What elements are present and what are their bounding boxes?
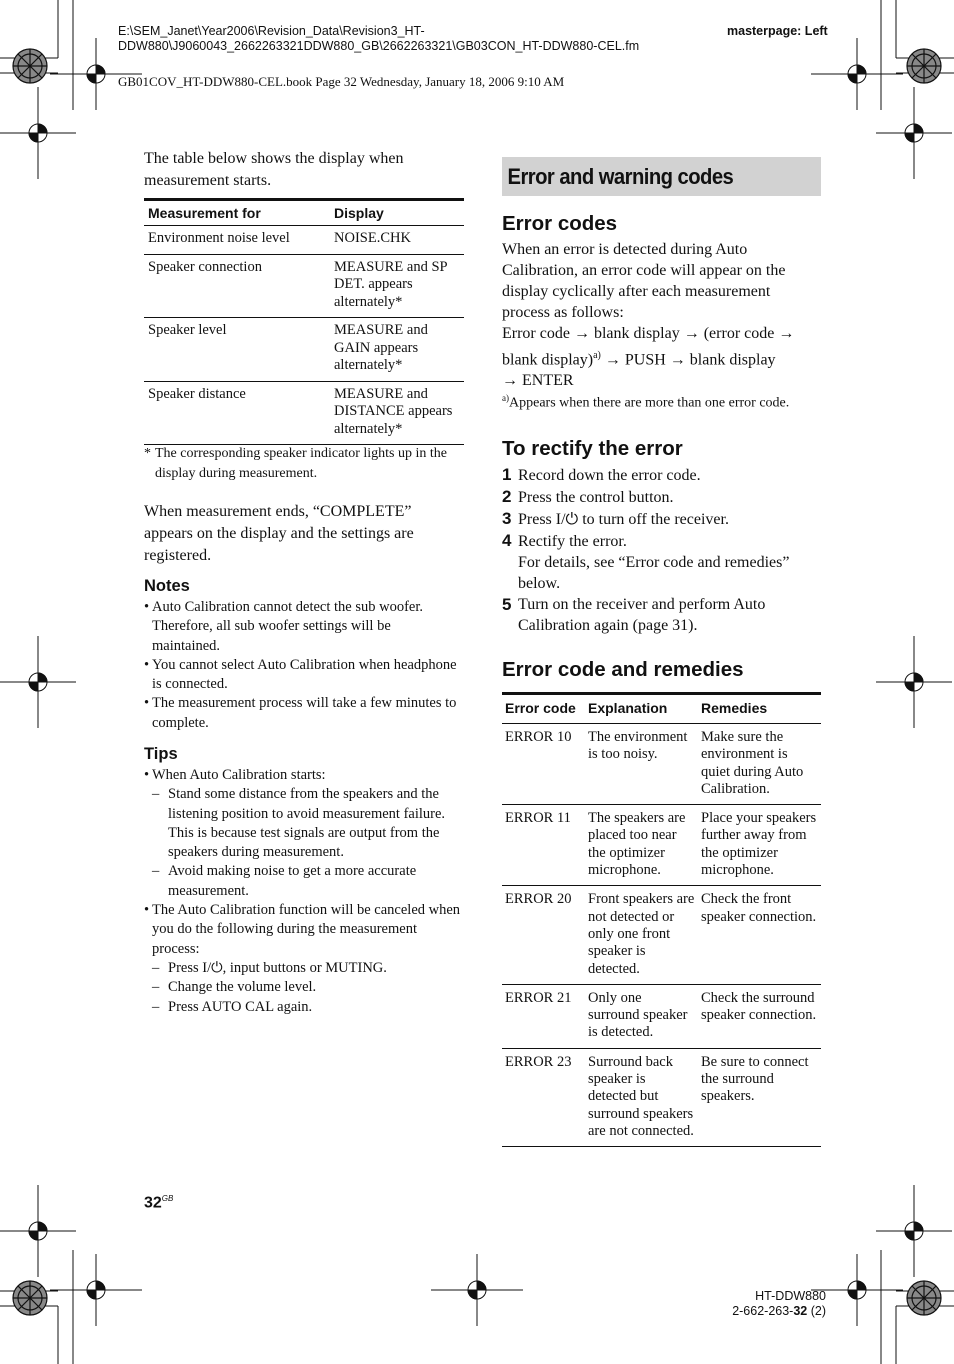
sub-list-item: – Press I/⏻, input buttons or MUTING. [152,959,387,976]
table-cell: ERROR 20 [502,886,585,984]
section-banner [502,157,821,196]
footnote-text: The corresponding speaker indicator lights up in the display during measurement. [155,446,447,481]
table-row [144,226,464,255]
table-row [502,886,821,984]
list-item: • The Auto Calibration function will be canceled when you do the following during the measurement process: [144,902,461,957]
step-item: 2 Press the control button. [502,487,674,506]
table-cell: ERROR 21 [502,984,585,1048]
book-info-line: GB01COV_HT-DDW880-CEL.book Page 32 Wednesday, January 18, 2006 9:10 AM [118,74,565,89]
table-row [144,381,464,445]
notes-list [144,598,462,733]
table-cell: Speaker connection [144,254,330,318]
step-item: 3 Press I/⏻ to turn off the receiver. [502,509,729,528]
error-codes-heading: Error codes [502,212,618,235]
step-sub-text: For details, see “Error code and remedies” below. [518,554,790,592]
complete-text: When measurement ends, “COMPLETE” appears on the display and the settings are registered. [144,503,414,564]
table-cell: NOISE.CHK [330,226,464,255]
table-cell: Check the front speaker connection. [698,886,821,984]
table-cell: MEASURE and GAIN appears alternately* [330,318,464,382]
model-name: HT-DDW880 [755,1289,826,1303]
masterpage-label: masterpage: Left [727,24,828,38]
list-item: • Auto Calibration cannot detect the sub woofer. Therefore, all sub woofer settings will be maintained. [144,599,423,654]
measurement-table [144,198,464,445]
remedies-heading: Error code and remedies [502,658,744,681]
col-header-measurement: Measurement for [144,200,330,226]
table-cell: ERROR 23 [505,1053,572,1070]
table-cell: The speakers are placed too near the optimizer microphone. [585,805,698,886]
rectify-heading: To rectify the error [502,437,683,460]
table-cell: Front speakers are not detected or only one front speaker is detected. [585,886,698,984]
file-path-line2: DDW880\J9060043_2662263321DDW880_GB\2662263321\GB03CON_HT-DDW880-CEL.fm [118,39,640,53]
sub-list-item: – Press AUTO CAL again. [152,998,313,1015]
list-item: • You cannot select Auto Calibration when headphone is connected. [144,656,457,693]
notes-heading: Notes [144,577,190,595]
sequence-line-2: blank display)$^{a)}$ → PUSH → blank display [502,349,776,368]
table-cell: Check the surround speaker connection. [698,984,821,1048]
page-number-suffix: GB [161,1194,174,1203]
sequence-line-1: Error code → blank display → (error code → [502,325,795,342]
table-cell: Place your speakers further away from the optimizer microphone. [698,805,821,886]
table-footnote [144,444,462,484]
table-cell: MEASURE and SP DET. appears alternately* [330,254,464,318]
sub-list-item: – Avoid making noise to get a more accurate measurement. [152,863,417,899]
table-row [502,1048,821,1146]
part-number: 2-662-263-32 (2) [732,1304,826,1318]
table-row [502,805,821,886]
list-item: • When Auto Calibration starts: [144,767,326,783]
sequence-line-3: → ENTER [502,372,574,390]
table-cell: Only one surround speaker is detected. [585,984,698,1048]
col-header-display: Display [330,200,464,226]
tips-heading: Tips [144,745,178,763]
table-row [502,984,821,1048]
footnote-a [502,393,789,412]
error-codes-body: When an error is detected during Auto Calibration, an error code will appear on the display cyclically after each measurement process as follows: [502,241,786,321]
table-cell: Speaker level [144,318,330,382]
rectify-steps [502,464,822,636]
model-info [700,1289,826,1319]
footnote-a-text: Appears when there are more than one error code. [509,395,790,411]
table-cell: ERROR 10 [502,724,585,805]
file-path-line1: E:\SEM_Janet\Year2006\Revision_Data\Revision3_HT- [118,24,425,38]
step-item: 4 Rectify the error. [502,531,627,550]
sub-list-item: – Change the volume level. [152,979,317,996]
table-cell: Environment noise level [144,226,330,255]
footnote-a-ref: a) [593,349,601,361]
error-remedies-table [502,692,821,1147]
col-header-explanation: Explanation [585,694,698,724]
error-sequence [502,323,822,392]
intro-text: The table below shows the display when measurement starts. [144,150,404,189]
section-banner-title: Error and warning codes [507,164,734,189]
footnote-star: * [144,446,151,461]
table-cell: Be sure to connect the surround speakers. [701,1053,809,1105]
table-cell: Surround back speaker is detected but surround speakers are not connected. [588,1053,694,1139]
table-cell: ERROR 11 [502,805,585,886]
page-number: $32^{GB}$ [144,1194,174,1212]
col-header-error-code: Error code [502,694,585,724]
step-item: 5 Turn on the receiver and perform Auto Calibration again (page 31). [502,595,766,634]
col-header-remedies: Remedies [698,694,821,724]
list-item: • The measurement process will take a few minutes to complete. [144,695,457,731]
table-cell: Speaker distance [144,381,330,445]
step-item: 1 Record down the error code. [502,465,701,484]
table-cell: MEASURE and DISTANCE appears alternately* [330,381,464,445]
table-row [144,318,464,382]
table-row [502,724,821,805]
sub-list-item: – Stand some distance from the speakers and the listening position to avoid measurement failure. This is because test signals are output from the speakers during measurement. [152,786,446,861]
table-cell: Make sure the environment is quiet during Auto Calibration. [698,724,821,805]
tips-list [144,766,462,1017]
file-path [118,24,718,54]
footnote-a-mark: a) [502,393,509,403]
table-row [144,254,464,318]
table-cell: The environment is too noisy. [585,724,698,805]
